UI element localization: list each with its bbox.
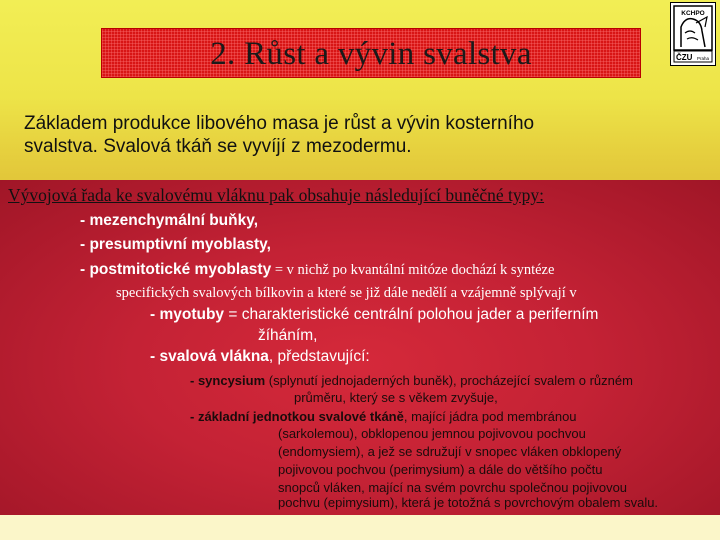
intro-line-2: svalstva. Svalová tkáň se vyvíjí z mezodermu.	[24, 136, 412, 157]
myotubes-desc-line-2: žíháním,	[258, 327, 318, 344]
logo-top-text: KCHPO	[681, 10, 705, 17]
basic-unit-term: - základní jednotkou svalové tkáně	[190, 409, 404, 424]
bottom-band	[0, 515, 720, 540]
list-item-postmitotic	[80, 261, 554, 279]
slide-title: 2. Růst a vývin svalstva	[210, 36, 532, 72]
postmitotic-desc-line-2: specifických svalových bílkovin a které se již dále nedělí a vzájemně splývají v	[116, 285, 577, 301]
sub-item-basic-unit	[190, 408, 577, 426]
basic-unit-desc: , mající jádra pod membránou	[403, 409, 577, 424]
list-item-mesenchymal: - mezenchymální buňky,	[80, 212, 259, 229]
myotubes-term: - myotuby	[150, 306, 225, 323]
logo-emblem-icon	[671, 3, 715, 65]
postmitotic-desc: = v nichž po kvantální mitóze dochází k syntéze	[271, 262, 555, 278]
syncytium-desc-line-2: průměru, který se s věkem zvyšuje,	[294, 390, 498, 405]
basic-unit-desc-line-5: snopců vláken, mající na svém povrchu společnou pojivovou	[278, 480, 628, 495]
intro-paragraph	[24, 112, 714, 158]
syncytium-term: - syncysium	[190, 373, 266, 388]
basic-unit-desc-line-6: pochvu (epimysium), která je totožná s povrchovým obalem svalu.	[278, 495, 659, 510]
list-item-presumptive: - presumptivní myoblasty,	[80, 236, 271, 253]
basic-unit-desc-line-3: (endomysiem), a jež se sdružují v snopec vláken obklopený	[278, 444, 622, 459]
list-item-muscle-fibers	[150, 348, 370, 366]
basic-unit-desc-line-4: pojivovou pochvou (perimysium) a dále do většího počtu	[278, 462, 603, 477]
postmitotic-term: - postmitotické myoblasty	[80, 261, 272, 278]
muscle-fibers-term: - svalová vlákna	[150, 348, 269, 365]
muscle-fibers-desc: , představující:	[268, 348, 370, 365]
title-box	[101, 28, 641, 78]
university-logo	[670, 2, 716, 66]
syncytium-desc: (splynutí jednojaderných buněk), procházející svalem o různém	[265, 373, 633, 388]
panel-heading: Vývojová řada ke svalovému vláknu pak obsahuje následující buněčné typy:	[8, 185, 545, 205]
intro-line-1: Základem produkce libového masa je růst a vývin kosterního	[24, 113, 535, 134]
myotubes-desc: = charakteristické centrální polohou jader a periferním	[224, 306, 599, 323]
sub-item-syncytium	[190, 372, 633, 390]
logo-bottom-text: ČZU	[676, 53, 693, 62]
basic-unit-desc-line-2: (sarkolemou), obklopenou jemnou pojivovou pochvou	[278, 426, 586, 441]
list-item-myotubes	[150, 306, 598, 324]
logo-bottom-right-text: Praha	[697, 56, 710, 61]
